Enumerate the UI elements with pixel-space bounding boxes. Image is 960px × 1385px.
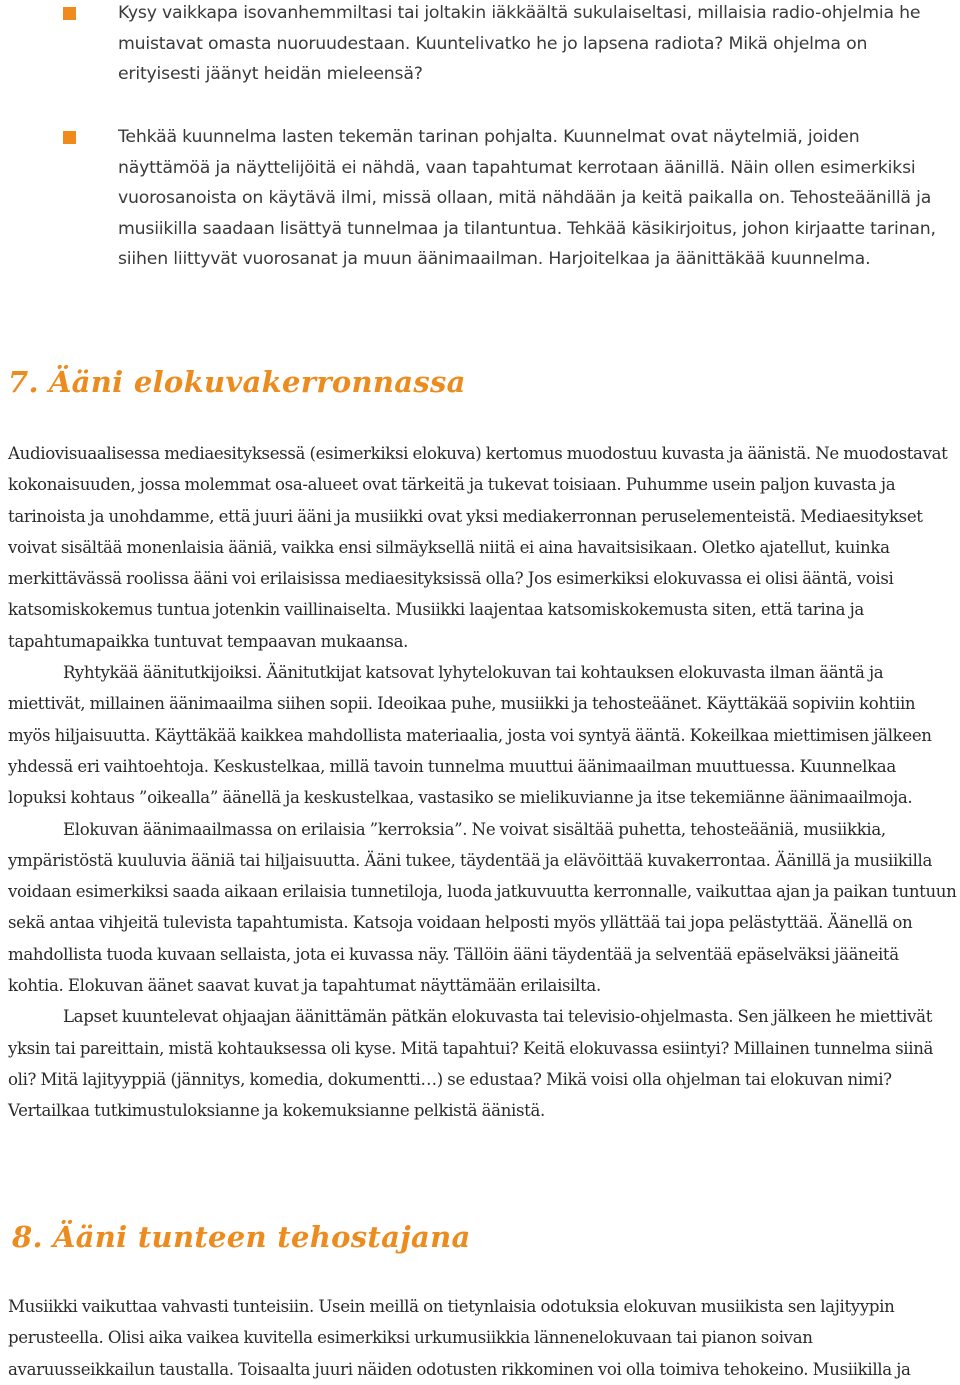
section-body-7 <box>8 438 958 1127</box>
list-item-text: Tehkää kuunnelma lasten tekemän tarinan pohjalta. Kuunnelmat ovat näytelmiä, joiden näyttämöä ja näyttelijöitä ei nähdä, vaan tapahtumat kerrotaan äänillä. Näin ollen esimerkiksi vuorosanoista on käytävä ilmi, missä ollaan, mitä nähdään ja keitä paikalla on. Tehosteäänillä ja musiikilla saadaan lisättyä tunnelmaa ja tilantuntua. Tehkää käsikirjoitus, johon kirjaatte tarinan, siihen liittyvät vuorosanat ja muun äänimaailman. Harjoitelkaa ja äänittäkää kuunnelma. <box>118 127 936 269</box>
paragraph: Audiovisuaalisessa mediaesityksessä (esimerkiksi elokuva) kertomus muodostuu kuvasta ja äänistä. Ne muodostavat kokonaisuuden, jossa molemmat osa-alueet ovat tärkeitä ja tukevat toisiaan. Puhumme usein paljon kuvasta ja tarinoista ja unohdamme, että juuri ääni ja musiikki ovat yksi mediakerronnan peruselementeistä. Mediaesitykset voivat sisältää monenlaisia ääniä, vaikka ensi silmäyksellä niitä ei aina havaitsisikaan. Oletko ajatellut, kuinka merkittävässä roolissa ääni voi erilaisissa mediaesityksissä olla? Jos esimerkiksi elokuvassa ei olisi ääntä, voisi katsomiskokemus tuntua jotenkin vaillinaiselta. Musiikki laajentaa katsomiskokemusta siten, että tarina ja tapahtumapaikka tuntuvat tempaavan mukaansa. <box>8 444 948 651</box>
section-number: 7. <box>8 365 39 399</box>
paragraph: Elokuvan äänimaailmassa on erilaisia ”kerroksia”. Ne voivat sisältää puhetta, tehosteääniä, musiikkia, ympäristöstä kuuluvia ääniä tai hiljaisuutta. Ääni tukee, täydentää ja elävöittää kuvakerrontaa. Äänillä ja musiikilla voidaan esimerkiksi saada aikaan erilaisia tunnetiloja, luoda jatkuvuutta kerronnalle, vaikuttaa ajan ja paikan tuntuun sekä antaa vihjeitä tulevista tapahtumista. Katsoja voidaan helposti myös yllättää tai jopa pelästyttää. Äänellä on mahdollista tuoda kuvaan sellaista, jota ei kuvassa näy. Tällöin ääni täydentää ja selventää epäselväksi jääneitä kohtia. Elokuvan äänet saavat kuvat ja tapahtumat näyttämään erilaisilta. <box>8 819 957 996</box>
section-title: Ääni tunteen tehostajana <box>52 1220 471 1254</box>
square-bullet-icon <box>63 7 76 20</box>
section-number: 8. <box>12 1220 43 1254</box>
section-title: Ääni elokuvakerronnassa <box>48 365 466 399</box>
list-item-text: Kysy vaikkapa isovanhemmiltasi tai joltakin iäkkäältä sukulaiseltasi, millaisia radio-ohjelmia he muistavat omasta nuoruudestaan. Kuuntelivatko he jo lapsena radiota? Mikä ohjelma on erityisesti jäänyt heidän mieleensä? <box>118 3 921 84</box>
paragraph: Musiikki vaikuttaa vahvasti tunteisiin. Usein meillä on tietynlaisia odotuksia elokuvan musiikista sen lajityypin perusteella. Olisi aika vaikea kuvitella esimerkiksi urkumusiikkia lännenelokuvaan tai pianon soivan avaruusseikkailun taustalla. Toisaalta juuri näiden odotusten rikkominen voi olla toimiva tehokeino. Musiikilla ja <box>8 1297 911 1379</box>
paragraph: Ryhtykää äänitutkijoiksi. Äänitutkijat katsovat lyhytelokuvan tai kohtauksen elokuvasta ilman ääntä ja miettivät, millainen äänimaailma siihen sopii. Ideoikaa puhe, musiikki ja tehosteäänet. Käyttäkää sopiviin kohtiin myös hiljaisuutta. Käyttäkää kaikkea mahdollista materiaalia, josta voi syntyä ääntä. Kokeilkaa miettimisen jälkeen yhdessä eri vaihtoehtoja. Keskustelkaa, millä tavoin tunnelma muuttui äänimaailman muuttuessa. Kuunnelkaa lopuksi kohtaus ”oikealla” äänellä ja keskustelkaa, vastasiko se mielikuvianne ja itse tekemiänne äänimaailmoja. <box>8 663 932 808</box>
section-body-8 <box>8 1291 958 1385</box>
paragraph: Lapset kuuntelevat ohjaajan äänittämän pätkän elokuvasta tai televisio-ohjelmasta. Sen jälkeen he miettivät yksin tai pareittain, mistä kohtauksessa oli kyse. Mitä tapahtui? Keitä elokuvassa esiintyi? Millainen tunnelma siinä oli? Mitä lajityyppiä (jännitys, komedia, dokumentti…) se edustaa? Mikä voisi olla ohjelman tai elokuvan nimi? Vertailkaa tutkimustuloksianne ja kokemuksianne pelkistä äänistä. <box>8 1007 934 1121</box>
section-heading-7 <box>8 365 466 399</box>
section-heading-8 <box>12 1220 471 1254</box>
square-bullet-icon <box>63 131 76 144</box>
